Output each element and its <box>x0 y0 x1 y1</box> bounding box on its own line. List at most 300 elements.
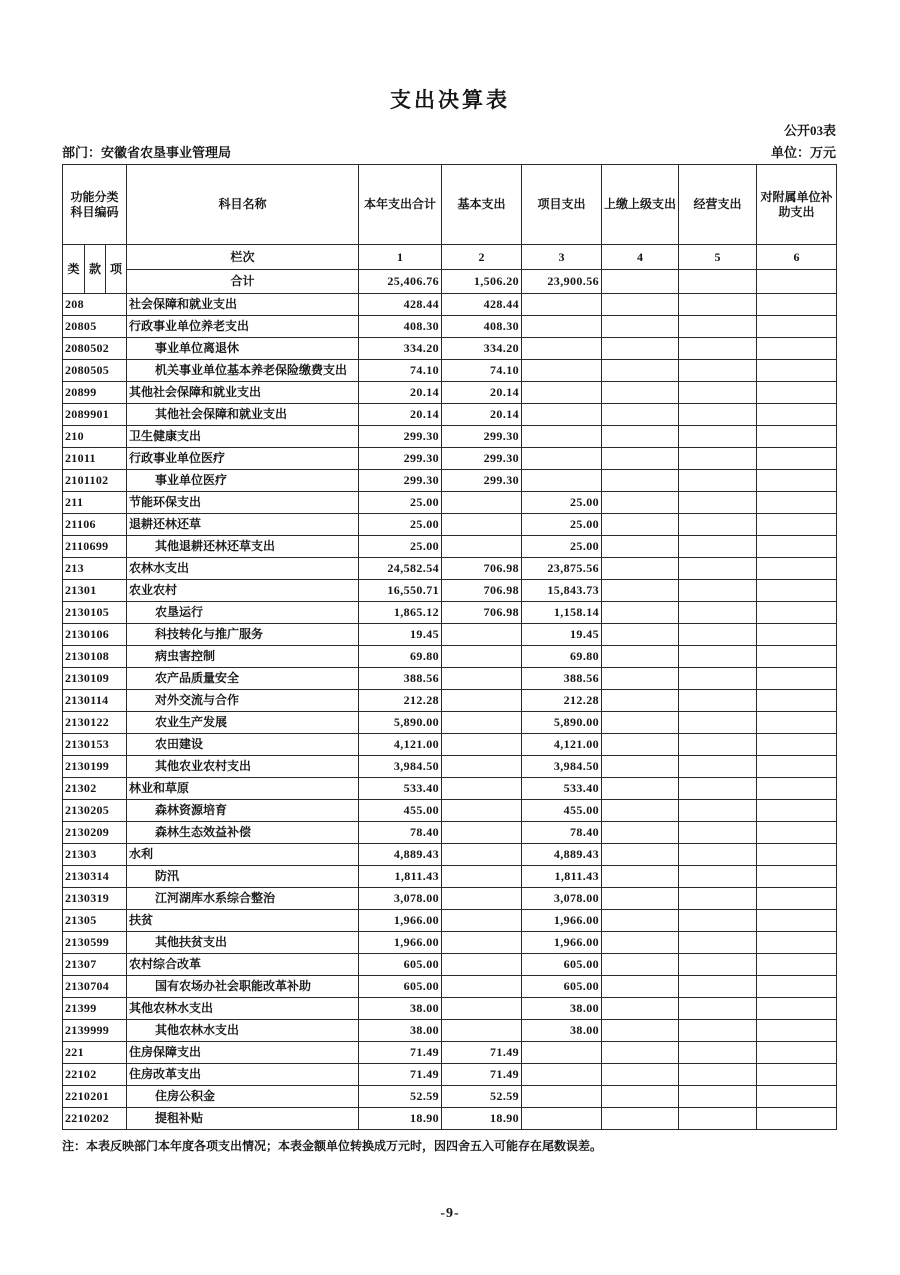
row-subject: 行政事业单位养老支出 <box>127 316 359 338</box>
row-value <box>757 624 837 646</box>
row-code: 21307 <box>63 954 127 976</box>
row-value <box>442 492 522 514</box>
row-value <box>442 734 522 756</box>
row-value <box>679 492 757 514</box>
subheader-lei: 类 <box>63 245 85 294</box>
total-value-1: 25,406.76 <box>359 270 442 294</box>
table-row <box>63 690 837 712</box>
row-value <box>679 624 757 646</box>
row-value <box>602 382 679 404</box>
row-value <box>442 822 522 844</box>
table-row <box>63 646 837 668</box>
row-value <box>757 866 837 888</box>
row-code: 21302 <box>63 778 127 800</box>
row-value: 71.49 <box>442 1042 522 1064</box>
row-value: 18.90 <box>359 1108 442 1130</box>
row-value <box>602 514 679 536</box>
row-value <box>602 910 679 932</box>
row-value <box>757 404 837 426</box>
row-value <box>522 1042 602 1064</box>
row-subject: 农业农村 <box>127 580 359 602</box>
row-value <box>757 536 837 558</box>
row-subject: 森林生态效益补偿 <box>127 822 359 844</box>
row-value <box>442 910 522 932</box>
table-row <box>63 734 837 756</box>
row-code: 2130704 <box>63 976 127 998</box>
total-value-2: 1,506.20 <box>442 270 522 294</box>
row-code: 2110699 <box>63 536 127 558</box>
row-code: 21011 <box>63 448 127 470</box>
row-value <box>602 888 679 910</box>
row-code: 2080505 <box>63 360 127 382</box>
row-code: 2130314 <box>63 866 127 888</box>
row-subject: 社会保障和就业支出 <box>127 294 359 316</box>
row-value <box>522 1064 602 1086</box>
row-value: 299.30 <box>359 426 442 448</box>
row-value <box>679 954 757 976</box>
row-value: 706.98 <box>442 602 522 624</box>
row-code: 2210202 <box>63 1108 127 1130</box>
row-value: 25.00 <box>522 536 602 558</box>
row-code: 2130199 <box>63 756 127 778</box>
row-value <box>679 800 757 822</box>
table-row <box>63 932 837 954</box>
row-value <box>442 844 522 866</box>
page-title: 支出决算表 <box>390 88 510 112</box>
row-value <box>679 1020 757 1042</box>
total-value-4 <box>602 270 679 294</box>
row-value <box>679 668 757 690</box>
row-value: 16,550.71 <box>359 580 442 602</box>
table-row <box>63 470 837 492</box>
row-value <box>442 756 522 778</box>
row-code: 20899 <box>63 382 127 404</box>
total-value-6 <box>757 270 837 294</box>
row-subject: 森林资源培育 <box>127 800 359 822</box>
table-row <box>63 1020 837 1042</box>
table-row <box>63 580 837 602</box>
row-value: 455.00 <box>522 800 602 822</box>
row-code: 2130122 <box>63 712 127 734</box>
header-col-4: 上缴上级支出 <box>602 165 679 245</box>
row-value <box>757 316 837 338</box>
subheader-xiang: 项 <box>106 245 127 294</box>
row-value: 25.00 <box>522 492 602 514</box>
row-value: 52.59 <box>442 1086 522 1108</box>
row-value <box>442 954 522 976</box>
table-row <box>63 888 837 910</box>
row-value <box>602 602 679 624</box>
row-value: 20.14 <box>359 382 442 404</box>
row-value <box>757 910 837 932</box>
row-subject: 林业和草原 <box>127 778 359 800</box>
row-value: 19.45 <box>522 624 602 646</box>
table-row <box>63 492 837 514</box>
row-value <box>602 558 679 580</box>
row-value <box>757 712 837 734</box>
row-value <box>679 844 757 866</box>
row-value <box>679 734 757 756</box>
header-col-2: 基本支出 <box>442 165 522 245</box>
row-value <box>757 338 837 360</box>
row-value <box>757 800 837 822</box>
row-value <box>602 536 679 558</box>
row-value <box>757 756 837 778</box>
row-value <box>679 1086 757 1108</box>
unit-label: 单位：万元 <box>770 145 836 160</box>
table-subheader-row <box>63 245 837 270</box>
col-num-5: 5 <box>679 245 757 270</box>
row-subject: 对外交流与合作 <box>127 690 359 712</box>
row-value <box>442 646 522 668</box>
row-value <box>679 866 757 888</box>
row-value: 1,966.00 <box>359 932 442 954</box>
row-value <box>757 998 837 1020</box>
row-value <box>442 668 522 690</box>
row-value <box>679 778 757 800</box>
table-row <box>63 404 837 426</box>
row-value <box>442 712 522 734</box>
row-subject: 提租补贴 <box>127 1108 359 1130</box>
row-value <box>602 360 679 382</box>
row-value <box>757 668 837 690</box>
row-value: 24,582.54 <box>359 558 442 580</box>
row-value <box>442 624 522 646</box>
page-number: -9- <box>440 1206 460 1221</box>
row-value <box>522 1108 602 1130</box>
row-subject: 其他退耕还林还草支出 <box>127 536 359 558</box>
row-value: 74.10 <box>442 360 522 382</box>
row-value: 1,811.43 <box>522 866 602 888</box>
row-value: 71.49 <box>442 1064 522 1086</box>
header-subject: 科目名称 <box>127 165 359 245</box>
row-value <box>602 954 679 976</box>
row-value: 299.30 <box>442 470 522 492</box>
row-value: 20.14 <box>359 404 442 426</box>
row-value: 1,865.12 <box>359 602 442 624</box>
row-subject: 节能环保支出 <box>127 492 359 514</box>
row-value <box>679 470 757 492</box>
row-value <box>757 932 837 954</box>
row-subject: 扶贫 <box>127 910 359 932</box>
row-value <box>602 756 679 778</box>
col-num-4: 4 <box>602 245 679 270</box>
row-subject: 卫生健康支出 <box>127 426 359 448</box>
row-value: 1,966.00 <box>359 910 442 932</box>
row-value <box>602 426 679 448</box>
row-value <box>442 778 522 800</box>
row-value <box>602 404 679 426</box>
table-row <box>63 294 837 316</box>
row-subject: 农产品质量安全 <box>127 668 359 690</box>
table-row <box>63 910 837 932</box>
row-value <box>757 822 837 844</box>
row-value: 23,875.56 <box>522 558 602 580</box>
row-value: 605.00 <box>522 976 602 998</box>
table-row <box>63 514 837 536</box>
row-value: 388.56 <box>522 668 602 690</box>
row-subject: 水利 <box>127 844 359 866</box>
department-label: 部门：安徽省农垦事业管理局 <box>62 145 232 160</box>
row-value <box>757 1086 837 1108</box>
header-col-1: 本年支出合计 <box>359 165 442 245</box>
row-value: 428.44 <box>359 294 442 316</box>
col-num-2: 2 <box>442 245 522 270</box>
row-value <box>679 316 757 338</box>
header-code-group-line2: 科目编码 <box>70 204 119 219</box>
row-value <box>522 294 602 316</box>
row-value <box>679 426 757 448</box>
row-value: 25.00 <box>359 492 442 514</box>
row-value <box>602 800 679 822</box>
row-value: 299.30 <box>442 426 522 448</box>
row-value <box>757 1064 837 1086</box>
row-value <box>679 646 757 668</box>
row-value: 4,889.43 <box>522 844 602 866</box>
row-value: 3,078.00 <box>359 888 442 910</box>
row-value: 334.20 <box>442 338 522 360</box>
row-value <box>757 602 837 624</box>
row-value <box>602 734 679 756</box>
row-subject: 防汛 <box>127 866 359 888</box>
table-row <box>63 844 837 866</box>
row-subject: 事业单位医疗 <box>127 470 359 492</box>
row-value <box>602 1020 679 1042</box>
row-value <box>757 1020 837 1042</box>
row-value <box>679 448 757 470</box>
row-value <box>442 536 522 558</box>
table-row <box>63 1042 837 1064</box>
subheader-kuan: 款 <box>85 245 106 294</box>
row-value: 1,966.00 <box>522 910 602 932</box>
table-row <box>63 338 837 360</box>
row-code: 20805 <box>63 316 127 338</box>
table-row <box>63 536 837 558</box>
row-subject: 其他农林水支出 <box>127 998 359 1020</box>
header-code-group <box>63 165 127 245</box>
row-value: 3,984.50 <box>522 756 602 778</box>
row-value: 5,890.00 <box>359 712 442 734</box>
row-subject: 退耕还林还草 <box>127 514 359 536</box>
row-value: 408.30 <box>442 316 522 338</box>
row-value <box>679 602 757 624</box>
total-label: 合计 <box>127 270 359 294</box>
row-value <box>757 734 837 756</box>
row-value: 605.00 <box>359 976 442 998</box>
row-value: 38.00 <box>359 998 442 1020</box>
row-value <box>679 558 757 580</box>
row-value: 52.59 <box>359 1086 442 1108</box>
row-code: 21303 <box>63 844 127 866</box>
row-value <box>679 1064 757 1086</box>
row-code: 2139999 <box>63 1020 127 1042</box>
row-value <box>757 426 837 448</box>
row-value <box>679 712 757 734</box>
header-col-6: 对附属单位补助支出 <box>757 165 837 245</box>
table-row <box>63 448 837 470</box>
table-body <box>63 294 837 1130</box>
row-code: 2130105 <box>63 602 127 624</box>
row-value <box>602 646 679 668</box>
table-row <box>63 558 837 580</box>
row-value: 18.90 <box>442 1108 522 1130</box>
row-value: 25.00 <box>359 536 442 558</box>
row-code: 22102 <box>63 1064 127 1086</box>
row-value: 25.00 <box>359 514 442 536</box>
row-code: 2080502 <box>63 338 127 360</box>
row-value <box>522 470 602 492</box>
row-value <box>757 514 837 536</box>
row-value <box>602 844 679 866</box>
row-value <box>602 690 679 712</box>
row-value: 69.80 <box>522 646 602 668</box>
row-code: 211 <box>63 492 127 514</box>
row-value: 212.28 <box>522 690 602 712</box>
table-row <box>63 624 837 646</box>
row-value: 605.00 <box>359 954 442 976</box>
row-value <box>602 580 679 602</box>
row-subject: 行政事业单位医疗 <box>127 448 359 470</box>
row-code: 208 <box>63 294 127 316</box>
row-value: 78.40 <box>522 822 602 844</box>
row-value <box>602 1086 679 1108</box>
row-value <box>602 778 679 800</box>
row-value: 388.56 <box>359 668 442 690</box>
row-value <box>442 1020 522 1042</box>
row-value: 533.40 <box>522 778 602 800</box>
row-subject: 农田建设 <box>127 734 359 756</box>
row-value <box>679 580 757 602</box>
row-code: 21301 <box>63 580 127 602</box>
row-subject: 其他社会保障和就业支出 <box>127 404 359 426</box>
col-num-1: 1 <box>359 245 442 270</box>
row-value <box>679 932 757 954</box>
row-value: 299.30 <box>359 470 442 492</box>
row-subject: 农垦运行 <box>127 602 359 624</box>
row-value <box>522 426 602 448</box>
row-value: 334.20 <box>359 338 442 360</box>
row-code: 2130114 <box>63 690 127 712</box>
table-row <box>63 822 837 844</box>
table-row <box>63 998 837 1020</box>
row-value <box>602 712 679 734</box>
row-code: 2130319 <box>63 888 127 910</box>
row-value: 455.00 <box>359 800 442 822</box>
row-value <box>757 448 837 470</box>
row-code: 2130109 <box>63 668 127 690</box>
row-value: 15,843.73 <box>522 580 602 602</box>
row-value <box>679 888 757 910</box>
row-value <box>757 1108 837 1130</box>
row-value <box>679 404 757 426</box>
row-subject: 农林水支出 <box>127 558 359 580</box>
row-value <box>522 360 602 382</box>
row-subject: 其他农林水支出 <box>127 1020 359 1042</box>
row-code: 221 <box>63 1042 127 1064</box>
col-num-6: 6 <box>757 245 837 270</box>
row-code: 213 <box>63 558 127 580</box>
row-code: 2130108 <box>63 646 127 668</box>
table-row <box>63 866 837 888</box>
row-value: 706.98 <box>442 558 522 580</box>
expenditure-table <box>62 164 837 1130</box>
row-value <box>757 976 837 998</box>
row-code: 2130209 <box>63 822 127 844</box>
row-code: 2130153 <box>63 734 127 756</box>
row-value <box>757 558 837 580</box>
row-value <box>522 338 602 360</box>
row-subject: 江河湖库水系综合整治 <box>127 888 359 910</box>
row-value <box>757 844 837 866</box>
row-value <box>602 448 679 470</box>
row-value <box>442 888 522 910</box>
row-value: 74.10 <box>359 360 442 382</box>
row-value: 4,121.00 <box>522 734 602 756</box>
row-subject: 机关事业单位基本养老保险缴费支出 <box>127 360 359 382</box>
row-value: 3,078.00 <box>522 888 602 910</box>
row-value: 19.45 <box>359 624 442 646</box>
row-value <box>602 822 679 844</box>
row-code: 21399 <box>63 998 127 1020</box>
row-value <box>757 646 837 668</box>
table-row <box>63 712 837 734</box>
row-value <box>442 866 522 888</box>
row-value <box>679 338 757 360</box>
row-value: 408.30 <box>359 316 442 338</box>
row-value: 4,889.43 <box>359 844 442 866</box>
row-value: 1,966.00 <box>522 932 602 954</box>
row-value: 428.44 <box>442 294 522 316</box>
row-value <box>522 1086 602 1108</box>
table-row <box>63 954 837 976</box>
row-value <box>679 690 757 712</box>
row-value <box>602 316 679 338</box>
row-value <box>679 822 757 844</box>
table-row <box>63 778 837 800</box>
row-value <box>602 470 679 492</box>
row-value: 69.80 <box>359 646 442 668</box>
table-row <box>63 756 837 778</box>
row-value <box>757 888 837 910</box>
table-total-row <box>63 270 837 294</box>
row-value <box>679 756 757 778</box>
row-subject: 住房改革支出 <box>127 1064 359 1086</box>
row-value <box>522 404 602 426</box>
row-value <box>602 624 679 646</box>
row-value <box>679 382 757 404</box>
row-value <box>679 998 757 1020</box>
table-row <box>63 426 837 448</box>
row-code: 210 <box>63 426 127 448</box>
row-value <box>602 1108 679 1130</box>
row-value <box>757 470 837 492</box>
row-subject: 其他社会保障和就业支出 <box>127 382 359 404</box>
row-value <box>442 690 522 712</box>
row-value <box>679 1108 757 1130</box>
row-value <box>602 668 679 690</box>
table-row <box>63 382 837 404</box>
row-value <box>679 294 757 316</box>
row-subject: 事业单位离退休 <box>127 338 359 360</box>
subheader-row-label: 栏次 <box>127 245 359 270</box>
row-value <box>679 1042 757 1064</box>
row-value <box>757 954 837 976</box>
row-value: 38.00 <box>522 998 602 1020</box>
row-value <box>757 580 837 602</box>
header-col-5: 经营支出 <box>679 165 757 245</box>
row-value <box>442 932 522 954</box>
table-row <box>63 1064 837 1086</box>
